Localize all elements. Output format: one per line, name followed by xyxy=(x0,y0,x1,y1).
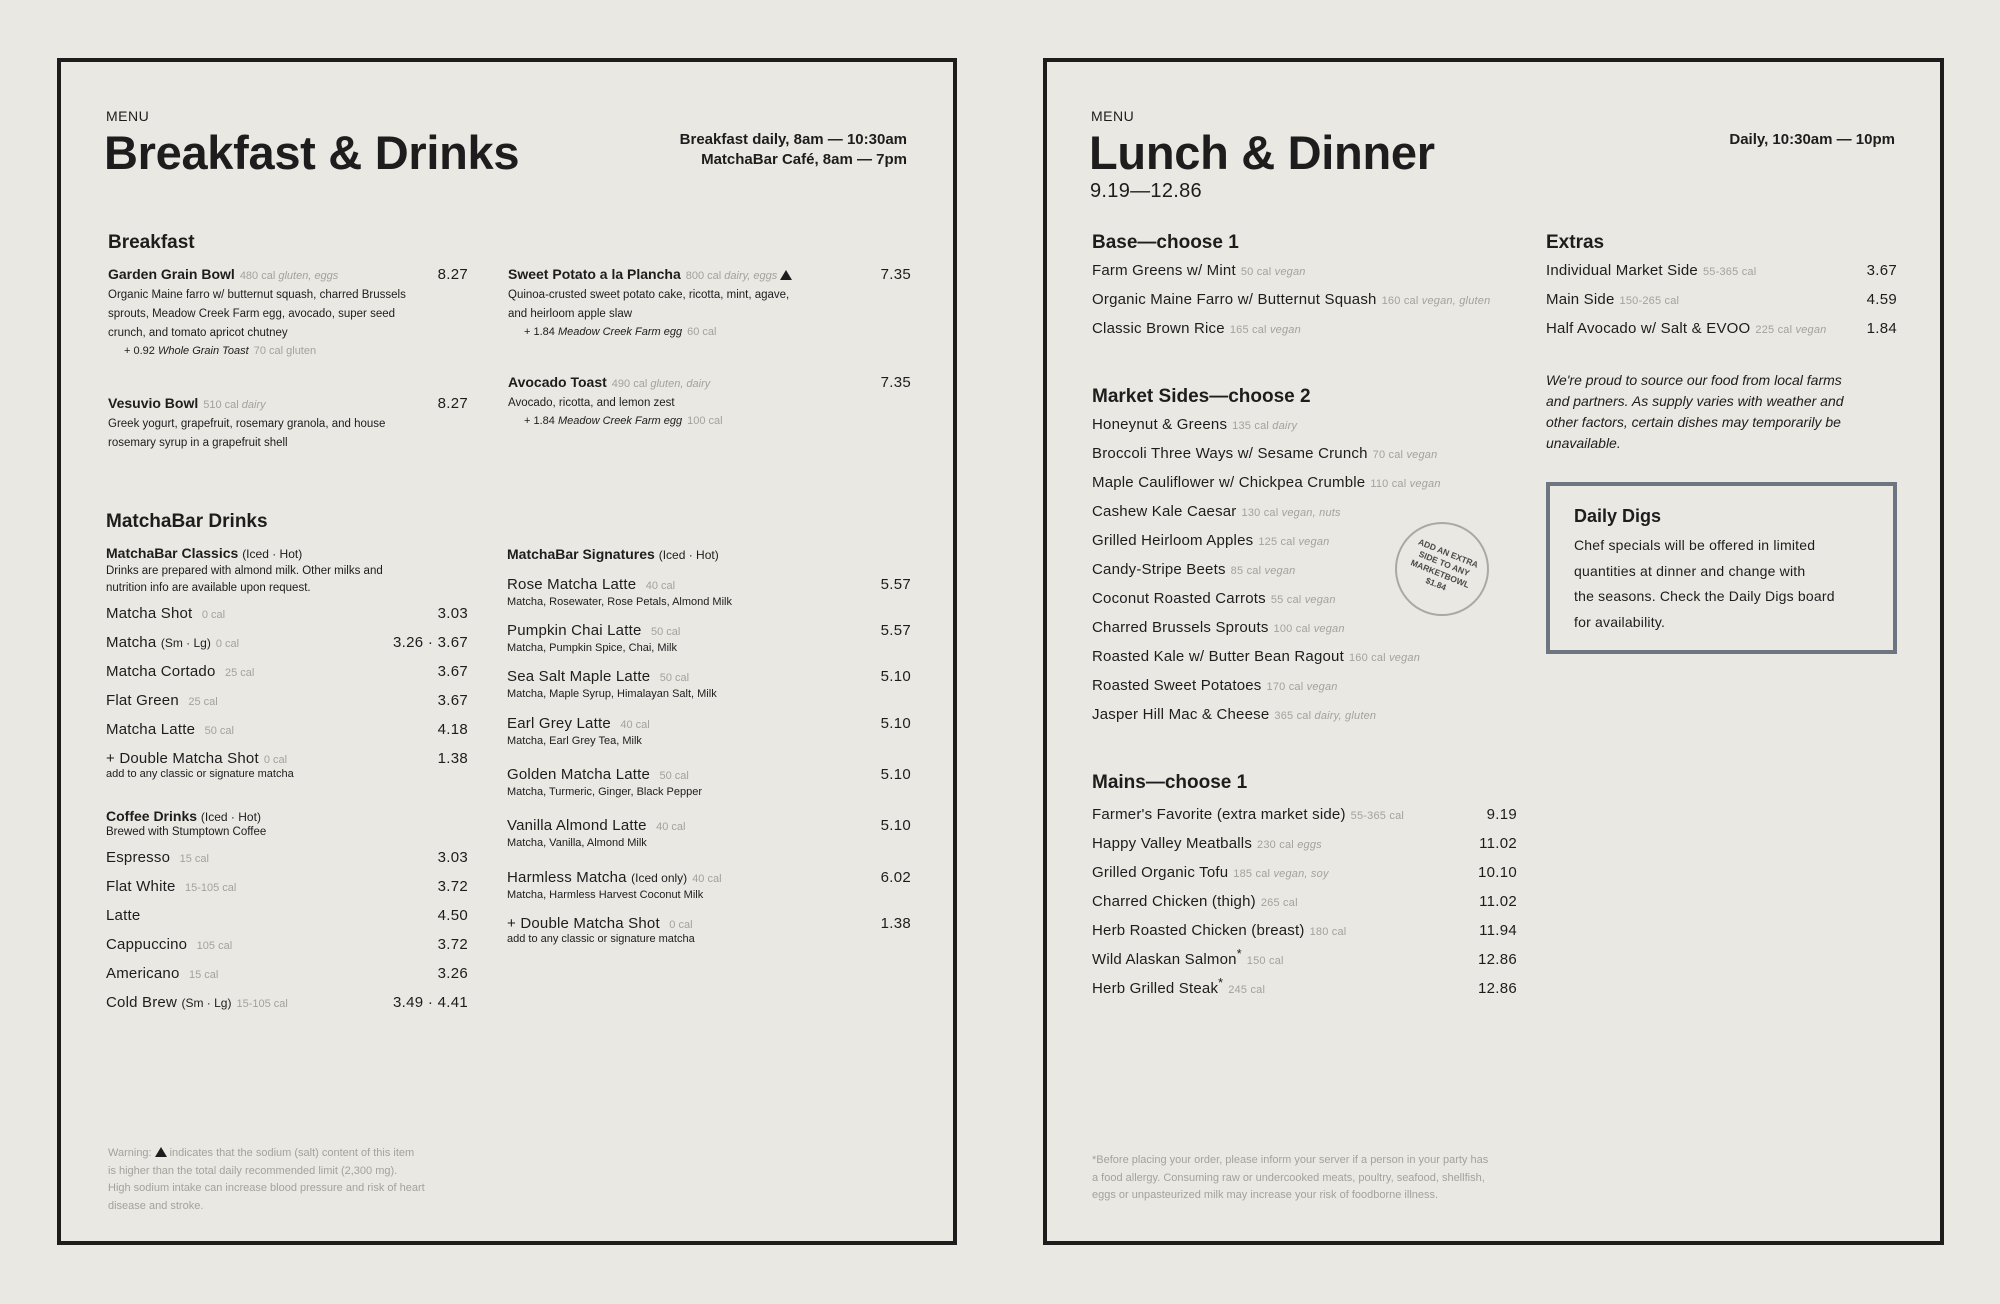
extras-section xyxy=(1546,232,1897,349)
list-item: Coconut Roasted Carrots 55 cal vegan xyxy=(1092,590,1336,607)
base-section xyxy=(1092,232,1532,349)
price-range: 9.19—12.86 xyxy=(1090,180,1202,202)
sodium-warning-icon xyxy=(155,1147,167,1157)
hours-line: Breakfast daily, 8am — 10:30am xyxy=(679,131,907,148)
hours xyxy=(680,130,907,170)
subsection-title: MatchaBar Signatures (Iced · Hot) xyxy=(507,546,719,562)
drink-item: Cold Brew (Sm · Lg) 15-105 cal 3.49 · 4.41 xyxy=(106,994,468,1011)
section-heading-drinks: MatchaBar Drinks xyxy=(106,511,268,532)
breakfast-drinks-menu xyxy=(57,58,957,1245)
mains-section xyxy=(1092,772,1517,1005)
sourcing-note: We're proud to source our food from local farms and partners. As supply varies with weather and other factors, certain dishes may temporarily be unavailable. xyxy=(1546,372,1844,451)
item-description: Greek yogurt, grapefruit, rosemary granola, and house rosemary syrup in a grapefruit shell xyxy=(108,418,386,449)
item-name: Garden Grain Bowl xyxy=(108,266,235,282)
drink-item: Vanilla Almond Latte 40 cal 5.10 Matcha, Vanilla, Almond Milk xyxy=(507,817,911,849)
item-cal: 490 cal gluten, dairy xyxy=(611,378,711,390)
drink-item: Espresso 15 cal 3.03 xyxy=(106,849,468,866)
item-description: Quinoa-crusted sweet potato cake, ricotta, mint, agave, and heirloom apple slaw xyxy=(508,289,790,320)
list-item: Farm Greens w/ Mint 50 cal vegan xyxy=(1092,262,1306,279)
lunch-dinner-menu xyxy=(1043,58,1944,1245)
daily-digs-title: Daily Digs xyxy=(1574,506,1662,526)
list-item: Herb Roasted Chicken (breast) 180 cal 11.94 xyxy=(1092,922,1517,939)
subsection-title: Coffee Drinks (Iced · Hot) xyxy=(106,808,261,824)
subsection-title: MatchaBar Classics (Iced · Hot) xyxy=(106,545,303,561)
menu-tag: MENU xyxy=(106,108,150,124)
section-heading-base: Base—choose 1 xyxy=(1092,232,1239,253)
list-item: Wild Alaskan Salmon* 150 cal 12.86 xyxy=(1092,947,1517,968)
item-addon: + 1.84 Meadow Creek Farm egg 60 cal xyxy=(524,326,717,338)
sodium-warning-icon xyxy=(780,270,792,280)
drink-item: Flat Green 25 cal 3.67 xyxy=(106,692,468,709)
item-addon: + 0.92 Whole Grain Toast 70 cal gluten xyxy=(124,345,317,357)
classics-block xyxy=(106,545,468,780)
allergy-footnote: *Before placing your order, please inform your server if a person in your party has a food allergy. Consuming raw or undercooked meats, poultry, seafood, shellfish, eggs or unpasteurized milk may increase your risk of foodborne illness. xyxy=(1092,1154,1489,1201)
drink-item: Latte 4.50 xyxy=(106,907,468,924)
drink-item: + Double Matcha Shot 0 cal 1.38 add to any classic or signature matcha xyxy=(106,750,468,780)
menu-item xyxy=(508,266,911,338)
list-item: Charred Chicken (thigh) 265 cal 11.02 xyxy=(1092,893,1517,910)
daily-digs-box xyxy=(1546,482,1897,654)
drink-item: Matcha Shot 0 cal 3.03 xyxy=(106,605,468,622)
subsection-description: Drinks are prepared with almond milk. Other milks and nutrition info are available upon request. xyxy=(106,565,383,594)
drink-item: Sea Salt Maple Latte 50 cal 5.10 Matcha, Maple Syrup, Himalayan Salt, Milk xyxy=(507,668,911,700)
drink-item: + Double Matcha Shot 0 cal 1.38 add to any classic or signature matcha xyxy=(507,915,911,945)
item-price: 7.35 xyxy=(880,374,911,391)
drink-item: Matcha (Sm · Lg) 0 cal 3.26 · 3.67 xyxy=(106,634,468,651)
list-item: Individual Market Side 55-365 cal 3.67 xyxy=(1546,262,1897,279)
list-item: Grilled Heirloom Apples 125 cal vegan xyxy=(1092,532,1330,549)
section-heading-extras: Extras xyxy=(1546,232,1605,253)
list-item: Main Side 150-265 cal 4.59 xyxy=(1546,291,1897,308)
drink-item: Pumpkin Chai Latte 50 cal 5.57 Matcha, Pumpkin Spice, Chai, Milk xyxy=(507,622,911,654)
list-item: Herb Grilled Steak* 245 cal 12.86 xyxy=(1092,976,1517,997)
page-title: Breakfast & Drinks xyxy=(104,126,520,179)
item-cal: 510 cal dairy xyxy=(203,399,266,411)
item-cal: 480 cal gluten, eggs xyxy=(239,270,339,282)
list-item: Organic Maine Farro w/ Butternut Squash 160 cal vegan, gluten xyxy=(1092,291,1491,308)
menu-item xyxy=(508,374,911,427)
item-name: Vesuvio Bowl xyxy=(108,395,199,411)
section-heading-sides: Market Sides—choose 2 xyxy=(1092,386,1311,407)
menu-tag: MENU xyxy=(1091,108,1135,124)
item-description: Avocado, ricotta, and lemon zest xyxy=(508,397,675,409)
drink-item: Rose Matcha Latte 40 cal 5.57 Matcha, Rosewater, Rose Petals, Almond Milk xyxy=(507,576,911,608)
list-item: Maple Cauliflower w/ Chickpea Crumble 110 cal vegan xyxy=(1092,474,1441,491)
item-name: Sweet Potato a la Plancha xyxy=(508,266,681,282)
menu-item xyxy=(108,266,468,357)
drink-item: Americano 15 cal 3.26 xyxy=(106,965,468,982)
list-item: Grilled Organic Tofu 185 cal vegan, soy 10.10 xyxy=(1092,864,1517,881)
list-item: Cashew Kale Caesar 130 cal vegan, nuts xyxy=(1092,503,1341,520)
item-price: 8.27 xyxy=(437,266,468,283)
drink-item: Matcha Latte 50 cal 4.18 xyxy=(106,721,468,738)
daily-digs-text: Chef specials will be offered in limited quantities at dinner and change with the seasons. Check the Daily Digs board for availability. xyxy=(1574,537,1835,630)
drink-item: Cappuccino 105 cal 3.72 xyxy=(106,936,468,953)
item-price: 7.35 xyxy=(880,266,911,283)
drink-item: Flat White 15-105 cal 3.72 xyxy=(106,878,468,895)
drink-item: Earl Grey Latte 40 cal 5.10 Matcha, Earl Grey Tea, Milk xyxy=(507,715,911,747)
item-cal: 800 cal dairy, eggs xyxy=(685,270,778,282)
menu-item xyxy=(108,395,468,453)
list-item: Broccoli Three Ways w/ Sesame Crunch 70 cal vegan xyxy=(1092,445,1438,462)
item-description: Organic Maine farro w/ butternut squash, charred Brussels sprouts, Meadow Creek Farm egg, avocado, super seed crunch, and tomato apricot chutney xyxy=(108,289,406,339)
section-heading-breakfast: Breakfast xyxy=(108,232,195,253)
list-item: Roasted Sweet Potatoes 170 cal vegan xyxy=(1092,677,1338,694)
item-name: Avocado Toast xyxy=(508,374,607,390)
list-item: Candy-Stripe Beets 85 cal vegan xyxy=(1092,561,1296,578)
extra-side-stamp: ADD AN EXTRA SIDE TO ANY MARKETBOWL $1.84 xyxy=(1395,522,1489,616)
list-item: Farmer's Favorite (extra market side) 55-365 cal 9.19 xyxy=(1092,806,1517,823)
list-item: Charred Brussels Sprouts 100 cal vegan xyxy=(1092,619,1345,636)
item-price: 8.27 xyxy=(437,395,468,412)
signatures-block xyxy=(507,546,911,945)
drink-item: Golden Matcha Latte 50 cal 5.10 Matcha, Turmeric, Ginger, Black Pepper xyxy=(507,766,911,798)
hours: Daily, 10:30am — 10pm xyxy=(1729,131,1895,148)
list-item: Half Avocado w/ Salt & EVOO 225 cal vegan 1.84 xyxy=(1546,320,1897,337)
list-item: Honeynut & Greens 135 cal dairy xyxy=(1092,416,1298,433)
hours-line: MatchaBar Café, 8am — 7pm xyxy=(701,151,907,168)
section-heading-mains: Mains—choose 1 xyxy=(1092,772,1248,793)
drink-item: Matcha Cortado 25 cal 3.67 xyxy=(106,663,468,680)
list-item: Jasper Hill Mac & Cheese 365 cal dairy, gluten xyxy=(1092,706,1377,723)
item-addon: + 1.84 Meadow Creek Farm egg 100 cal xyxy=(524,415,723,427)
list-item: Roasted Kale w/ Butter Bean Ragout 160 cal vegan xyxy=(1092,648,1421,665)
list-item: Classic Brown Rice 165 cal vegan xyxy=(1092,320,1301,337)
page-title: Lunch & Dinner xyxy=(1089,126,1435,179)
sodium-warning: Warning: indicates that the sodium (salt) content of this item is higher than the total daily recommended limit (2,300 mg). High sodium intake can increase blood pressure and risk of heart disease and stroke. xyxy=(108,1147,425,1212)
drink-item: Harmless Matcha (Iced only) 40 cal 6.02 Matcha, Harmless Harvest Coconut Milk xyxy=(507,869,911,901)
coffee-block xyxy=(106,808,468,1023)
list-item: Happy Valley Meatballs 230 cal eggs 11.02 xyxy=(1092,835,1517,852)
subsection-description: Brewed with Stumptown Coffee xyxy=(106,826,267,838)
